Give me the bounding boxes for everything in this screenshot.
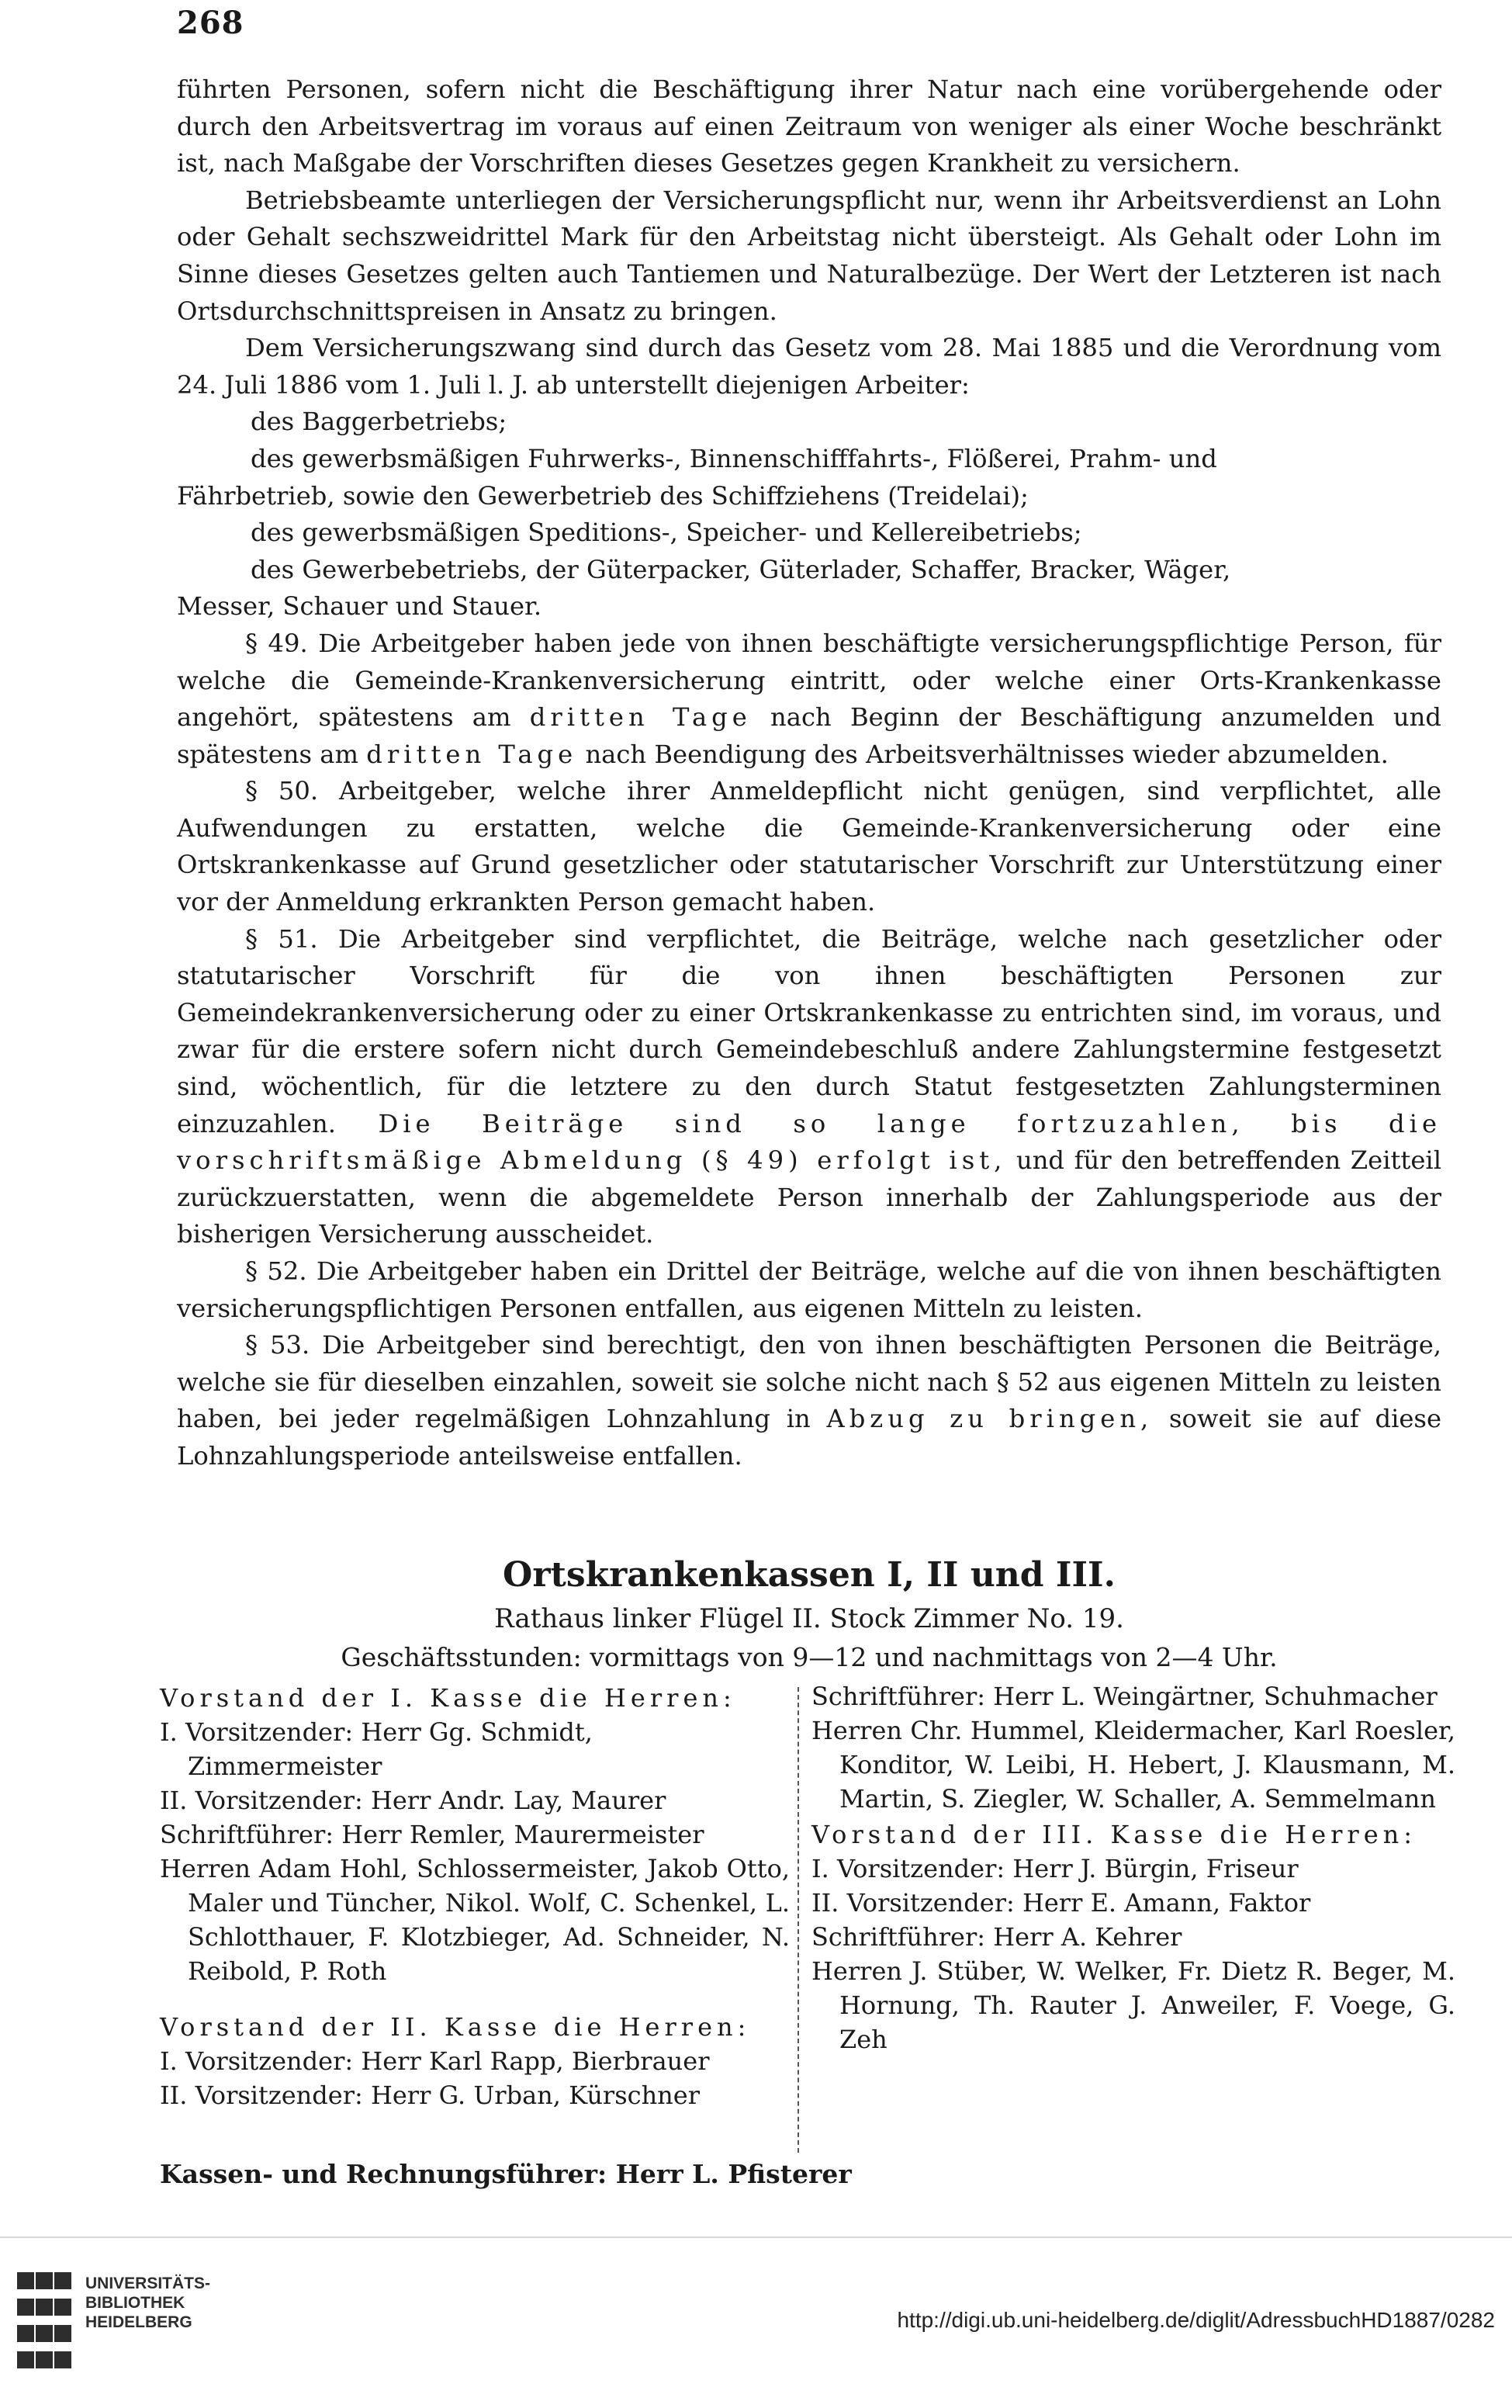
- section-text: und für den betreffenden Zeitteil zurückzuerstatten, wenn die abgemeldete Person innerhalb der Zahlungsperiode aus der bisherigen Versicherung ausscheidet.: [177, 1145, 1442, 1249]
- library-name-line: HEIDELBERG: [85, 2313, 192, 2331]
- section-number: § 52.: [245, 1256, 307, 1286]
- section-49: [177, 625, 1441, 773]
- board-members-list: Herren Chr. Hummel, Kleidermacher, Karl Roesler, Konditor, W. Leibi, H. Hebert, J. Klausmann, M. Martin, S. Ziegler, W. Schaller, A. Semmelmann: [811, 1716, 1455, 1814]
- page-number: 268: [177, 5, 244, 41]
- section-number: § 50.: [245, 776, 319, 806]
- board-member: II. Vorsitzender: Herr Andr. Lay, Maurer: [160, 1786, 666, 1815]
- board-member: I. Vorsitzender: Herr J. Bürgin, Friseur: [811, 1854, 1299, 1883]
- section-number: § 49.: [245, 628, 308, 658]
- board-heading: Vorstand der I. Kasse die Herren:: [160, 1683, 736, 1713]
- section-53: [177, 1327, 1441, 1474]
- body-text: [177, 71, 1441, 1475]
- university-library-logo-icon: [17, 2272, 71, 2368]
- treasurer-line: Kassen- und Rechnungsführer: Herr L. Pfisterer: [160, 2159, 852, 2189]
- emphasis-text: dritten Tage: [366, 739, 578, 769]
- emphasis-text: Abzug zu bringen,: [826, 1404, 1154, 1434]
- emphasis-text: dritten Tage: [529, 702, 752, 733]
- board-member: II. Vorsitzender: Herr E. Amann, Faktor: [811, 1888, 1311, 1918]
- board-member: I. Vorsitzender: Herr Gg. Schmidt, Zimmermeister: [160, 1717, 593, 1781]
- emphasis-text: Die Beiträge sind so lange fortzuzahlen, bis die vorschriftsmäßige Abmeldung (§ 49) erfolgt ist,: [177, 1108, 1441, 1176]
- board-members-list: Herren Adam Hohl, Schlossermeister, Jakob Otto, Maler und Tüncher, Nikol. Wolf, C. Schenkel, L. Schlotthauer, F. Klotzbieger, Ad. Schneider, N. Reibold, P. Roth: [160, 1854, 790, 1986]
- section-text: Die Arbeitgeber haben jede von ihnen beschäftigte versicherungspflichtige Person, für welche die Gemeinde-Krankenversicherung eintritt, oder welche einer Orts-Krankenkasse angehört, spätestens am: [177, 628, 1441, 733]
- list-item-continuation: Messer, Schauer und Stauer.: [177, 591, 542, 622]
- footer: [0, 2236, 1512, 2408]
- board-heading: Vorstand der III. Kasse die Herren:: [811, 1820, 1417, 1849]
- paragraph: Dem Versicherungszwang sind durch das Gesetz vom 28. Mai 1885 und die Verordnung vom 24. Juli 1886 vom 1. Juli l. J. ab unterstellt diejenigen Arbeiter:: [177, 333, 1441, 400]
- board-members-list: Herren J. Stüber, W. Welker, Fr. Dietz R. Beger, M. Hornung, Th. Rauter J. Anweiler, F. Voege, G. Zeh: [811, 1956, 1455, 2054]
- section-text: nach Beendigung des Arbeitsverhältnisses wieder abzumelden.: [585, 739, 1389, 769]
- footer-rule: [0, 2236, 1512, 2238]
- section-title: Ortskrankenkassen I, II und III.: [503, 1555, 1116, 1595]
- section-text: nach Beginn der Beschäftigung anzumelden und spätestens am: [177, 702, 1441, 769]
- board-member: Schriftführer: Herr Remler, Maurermeister: [160, 1820, 704, 1849]
- list-item: des Gewerbebetriebs, der Güterpacker, Güterlader, Schaffer, Bracker, Wäger,: [251, 554, 1231, 584]
- list-item: des gewerbsmäßigen Speditions-, Speicher- und Kellereibetriebs;: [251, 518, 1082, 548]
- board-right-column: [811, 1679, 1455, 2056]
- section-number: § 53.: [245, 1330, 310, 1360]
- board-member: Schriftführer: Herr A. Kehrer: [811, 1922, 1182, 1952]
- section-text: soweit sie auf diese Lohnzahlungsperiode anteilsweise entfallen.: [177, 1404, 1442, 1471]
- board-member: Schriftführer: Herr L. Weingärtner, Schuhmacher: [811, 1682, 1438, 1711]
- paragraph: Betriebsbeamte unterliegen der Versicherungspflicht nur, wenn ihr Arbeitsverdienst an Lohn oder Gehalt sechszweidrittel Mark für den Arbeitstag nicht übersteigt. Als Gehalt oder Lohn im Sinne dieses Gesetzes gelten auch Tantiemen und Naturalbezüge. Der Wert der Letzteren ist nach Ortsdurchschnittspreisen in Ansatz zu bringen.: [177, 185, 1441, 326]
- section-50: [177, 773, 1441, 920]
- list-item: des gewerbsmäßigen Fuhrwerks-, Binnenschifffahrts-, Flößerei, Prahm- und: [251, 443, 1217, 473]
- section-text: Arbeitgeber, welche ihrer Anmeldepflicht nicht genügen, sind verpflichtet, alle Aufwendungen zu erstatten, welche die Gemeinde-Krankenversicherung oder eine Ortskrankenkasse auf Grund gesetzlicher oder statutarischer Vorschrift zur Unterstützung einer vor der Anmeldung erkrankten Person gemacht haben.: [177, 776, 1441, 917]
- library-name-line: UNIVERSITÄTS-: [85, 2275, 211, 2292]
- board-left-column: [160, 1679, 790, 2112]
- source-url-link[interactable]: http://digi.ub.uni-heidelberg.de/diglit/AdressbuchHD1887/0282: [897, 2308, 1495, 2332]
- list-item: des Baggerbetriebs;: [251, 407, 507, 437]
- section-heading: [177, 1552, 1441, 1639]
- paragraph: führten Personen, sofern nicht die Beschäftigung ihrer Natur nach eine vorübergehende oder durch den Arbeitsvertrag im voraus auf einen Zeitraum von weniger als einer Woche beschränkt ist, nach Maßgabe der Vorschriften dieses Gesetzes gegen Krankheit zu versichern.: [177, 74, 1441, 178]
- office-hours: Geschäftsstunden: vormittags von 9—12 und nachmittags von 2—4 Uhr.: [341, 1642, 1278, 1672]
- board-member: I. Vorsitzender: Herr Karl Rapp, Bierbrauer: [160, 2046, 710, 2076]
- library-name: [85, 2274, 210, 2332]
- section-text: Die Arbeitgeber haben ein Drittel der Beiträge, welche auf die von ihnen beschäftigten versicherungspflichtigen Personen entfallen, aus eigenen Mitteln zu leisten.: [177, 1256, 1442, 1323]
- library-name-line: BIBLIOTHEK: [85, 2294, 185, 2312]
- section-location: Rathaus linker Flügel II. Stock Zimmer No. 19.: [494, 1603, 1124, 1634]
- section-text: Die Arbeitgeber sind berechtigt, den von ihnen beschäftigten Personen die Beiträge, welche sie für dieselben einzahlen, soweit sie solche nicht nach § 52 aus eigenen Mitteln zu leisten haben, bei jeder regelmäßigen Lohnzahlung in: [177, 1330, 1441, 1434]
- board-member: II. Vorsitzender: Herr G. Urban, Kürschner: [160, 2081, 701, 2110]
- list-item-continuation: Fährbetrieb, sowie den Gewerbetrieb des Schiffziehens (Treidelai);: [177, 480, 1029, 511]
- section-52: [177, 1253, 1441, 1327]
- column-divider: [798, 1687, 799, 2153]
- section-text: Die Arbeitgeber sind verpflichtet, die Beiträge, welche nach gesetzlicher oder statutarischer Vorschrift für die von ihnen beschäftigten Personen zur Gemeindekrankenversicherung oder zu einer Ortskrankenkasse zu entrichten sind, im voraus, und zwar für die erstere sofern nicht durch Gemeindebeschluß andere Zahlungstermine festgesetzt sind, wöchentlich, für die letztere zu den durch Statut festgesetzten Zahlungsterminen einzuzahlen.: [177, 923, 1442, 1138]
- section-number: § 51.: [245, 923, 318, 954]
- section-51: [177, 921, 1441, 1253]
- board-heading: Vorstand der II. Kasse die Herren:: [160, 2012, 751, 2042]
